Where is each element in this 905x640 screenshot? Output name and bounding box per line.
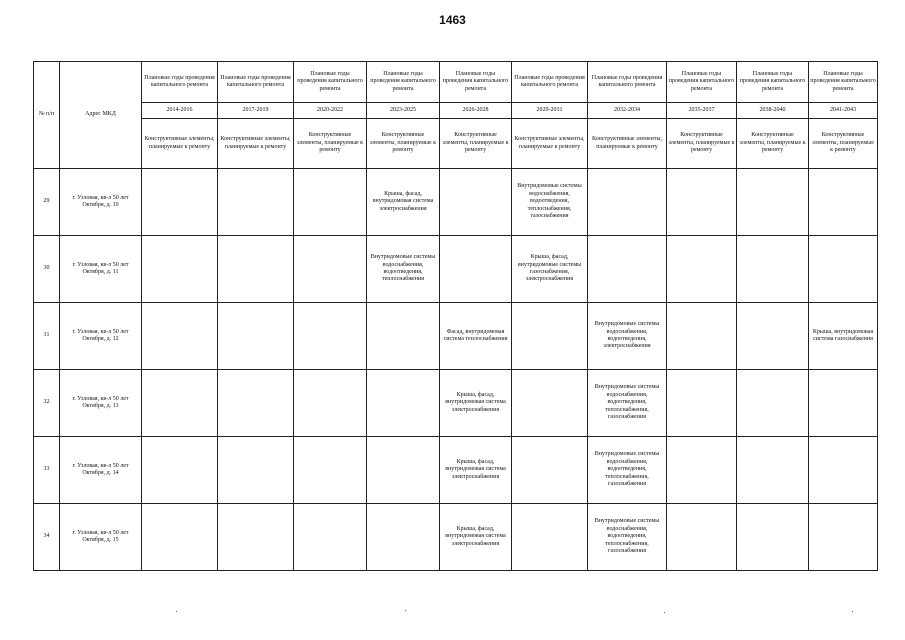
elements-header: Конструктивные элементы, планируемые к ремонту [440,119,512,169]
elements-header: Конструктивные элементы, планируемые к ремонту [142,119,218,169]
work-cell [218,169,294,236]
column-header-address: Адрес МКД [60,62,142,169]
work-cell: Внутридомовые системы водоснабжения, водоотведения, теплоснабжения, газоснабжения [588,370,667,437]
work-cell [667,504,737,571]
work-cell [588,169,667,236]
plan-years-header: Плановые годы проведения капитального ремонта [588,62,667,103]
table-row [34,504,878,571]
work-cell [142,504,218,571]
work-cell [440,236,512,303]
work-cell [667,236,737,303]
work-cell [512,303,588,370]
work-cell [737,169,809,236]
period-header-2035-2037: 2035-2037 [667,103,737,119]
work-cell [809,169,878,236]
elements-header: Конструктивные элементы, планируемые к ремонту [294,119,367,169]
work-cell [142,370,218,437]
work-cell [294,370,367,437]
work-cell: Внутридомовые системы водоснабжения, водоотведения, электроснабжения [588,303,667,370]
table-row [34,236,878,303]
work-cell: Крыша, фасад, внутридомовая система электроснабжения [440,370,512,437]
work-cell [218,236,294,303]
work-cell [218,437,294,504]
work-cell: Фасад, внутридомовая система теплоснабжения [440,303,512,370]
row-number: 30 [34,236,60,303]
work-cell [294,303,367,370]
work-cell: Внутридомовые системы водоснабжения, водоотведения, теплоснабжения, газоснабжения [588,437,667,504]
row-number: 32 [34,370,60,437]
plan-years-header: Плановые годы проведения капитального ремонта [142,62,218,103]
work-cell: Внутридомовые системы водоснабжения, водоотведения, теплоснабжения, газоснабжения [588,504,667,571]
scan-artifact-dots [0,610,905,616]
row-address: г. Узловая, кв-л 50 лет Октября, д. 12 [60,303,142,370]
work-cell: Внутридомовые системы водоснабжения, водоотведения, теплоснабжения, газоснабжения [512,169,588,236]
plan-years-header: Плановые годы проведения капитального ремонта [667,62,737,103]
work-cell [809,370,878,437]
row-address: г. Узловая, кв-л 50 лет Октября, д. 15 [60,504,142,571]
elements-header: Конструктивные элементы, планируемые к ремонту [218,119,294,169]
plan-years-header: Плановые годы проведения капитального ремонта [367,62,440,103]
table-row [34,303,878,370]
plan-years-header: Плановые годы проведения капитального ремонта [440,62,512,103]
row-number: 34 [34,504,60,571]
work-cell [512,370,588,437]
work-cell [142,437,218,504]
elements-header: Конструктивные элементы, планируемые к ремонту [512,119,588,169]
row-address: г. Узловая, кв-л 50 лет Октября, д. 10 [60,169,142,236]
plan-years-header: Плановые годы проведения капитального ремонта [737,62,809,103]
work-cell: Крыша, фасад, внутридомовая система электроснабжения [440,437,512,504]
period-header-2032-2034: 2032-2034 [588,103,667,119]
period-header-2041-2043: 2041-2043 [809,103,878,119]
work-cell [142,236,218,303]
table-row [34,437,878,504]
work-cell [218,504,294,571]
page-number: 1463 [439,13,466,27]
table-row [34,169,878,236]
work-cell [440,169,512,236]
period-header-2017-2019: 2017-2019 [218,103,294,119]
work-cell [367,303,440,370]
period-header-2026-2028: 2026-2028 [440,103,512,119]
period-header-2020-2022: 2020-2022 [294,103,367,119]
work-cell [367,504,440,571]
period-header-2038-2040: 2038-2040 [737,103,809,119]
work-cell [367,370,440,437]
work-cell [737,504,809,571]
work-cell [142,303,218,370]
row-number: 29 [34,169,60,236]
work-cell [367,437,440,504]
table-row [34,370,878,437]
row-address: г. Узловая, кв-л 50 лет Октября, д. 11 [60,236,142,303]
elements-header: Конструктивные элементы, планируемые к ремонту [737,119,809,169]
work-cell: Крыша, фасад, внутридомовая система электроснабжения [367,169,440,236]
work-cell [667,303,737,370]
elements-header: Конструктивные элементы, планируемые к ремонту [809,119,878,169]
row-number: 33 [34,437,60,504]
work-cell [737,437,809,504]
plan-years-header: Плановые годы проведения капитального ремонта [809,62,878,103]
row-address: г. Узловая, кв-л 50 лет Октября, д. 13 [60,370,142,437]
work-cell [218,303,294,370]
work-cell: Внутридомовые системы водоснабжения, водоотведения, теплоснабжения [367,236,440,303]
work-cell: Крыша, фасад, внутридомовые системы газоснабжения, электроснабжения [512,236,588,303]
row-address: г. Узловая, кв-л 50 лет Октября, д. 14 [60,437,142,504]
work-cell [737,370,809,437]
period-header-2014-2016: 2014-2016 [142,103,218,119]
period-header-2023-2025: 2023-2025 [367,103,440,119]
work-cell [737,303,809,370]
plan-years-header: Плановые годы проведения капитального ремонта [512,62,588,103]
work-cell: Крыша, фасад, внутридомовая система электроснабжения [440,504,512,571]
column-header-number: № п/п [34,62,60,169]
work-cell [809,437,878,504]
work-cell [512,437,588,504]
work-cell [294,437,367,504]
work-cell [218,370,294,437]
work-cell [667,169,737,236]
work-cell [294,169,367,236]
work-cell [512,504,588,571]
work-cell [809,504,878,571]
elements-header: Конструктивные элементы, планируемые к ремонту [588,119,667,169]
work-cell [667,370,737,437]
work-cell [809,236,878,303]
plan-years-header: Плановые годы проведения капитального ремонта [294,62,367,103]
row-number: 31 [34,303,60,370]
work-cell [294,504,367,571]
work-cell [588,236,667,303]
work-cell: Крыша, внутридомовая система газоснабжения [809,303,878,370]
plan-years-header: Плановые годы проведения капитального ремонта [218,62,294,103]
elements-header: Конструктивные элементы, планируемые к ремонту [367,119,440,169]
work-cell [294,236,367,303]
capital-repair-table [33,61,878,571]
work-cell [737,236,809,303]
work-cell [142,169,218,236]
work-cell [667,437,737,504]
period-header-2029-2031: 2029-2031 [512,103,588,119]
elements-header: Конструктивные элементы, планируемые к ремонту [667,119,737,169]
